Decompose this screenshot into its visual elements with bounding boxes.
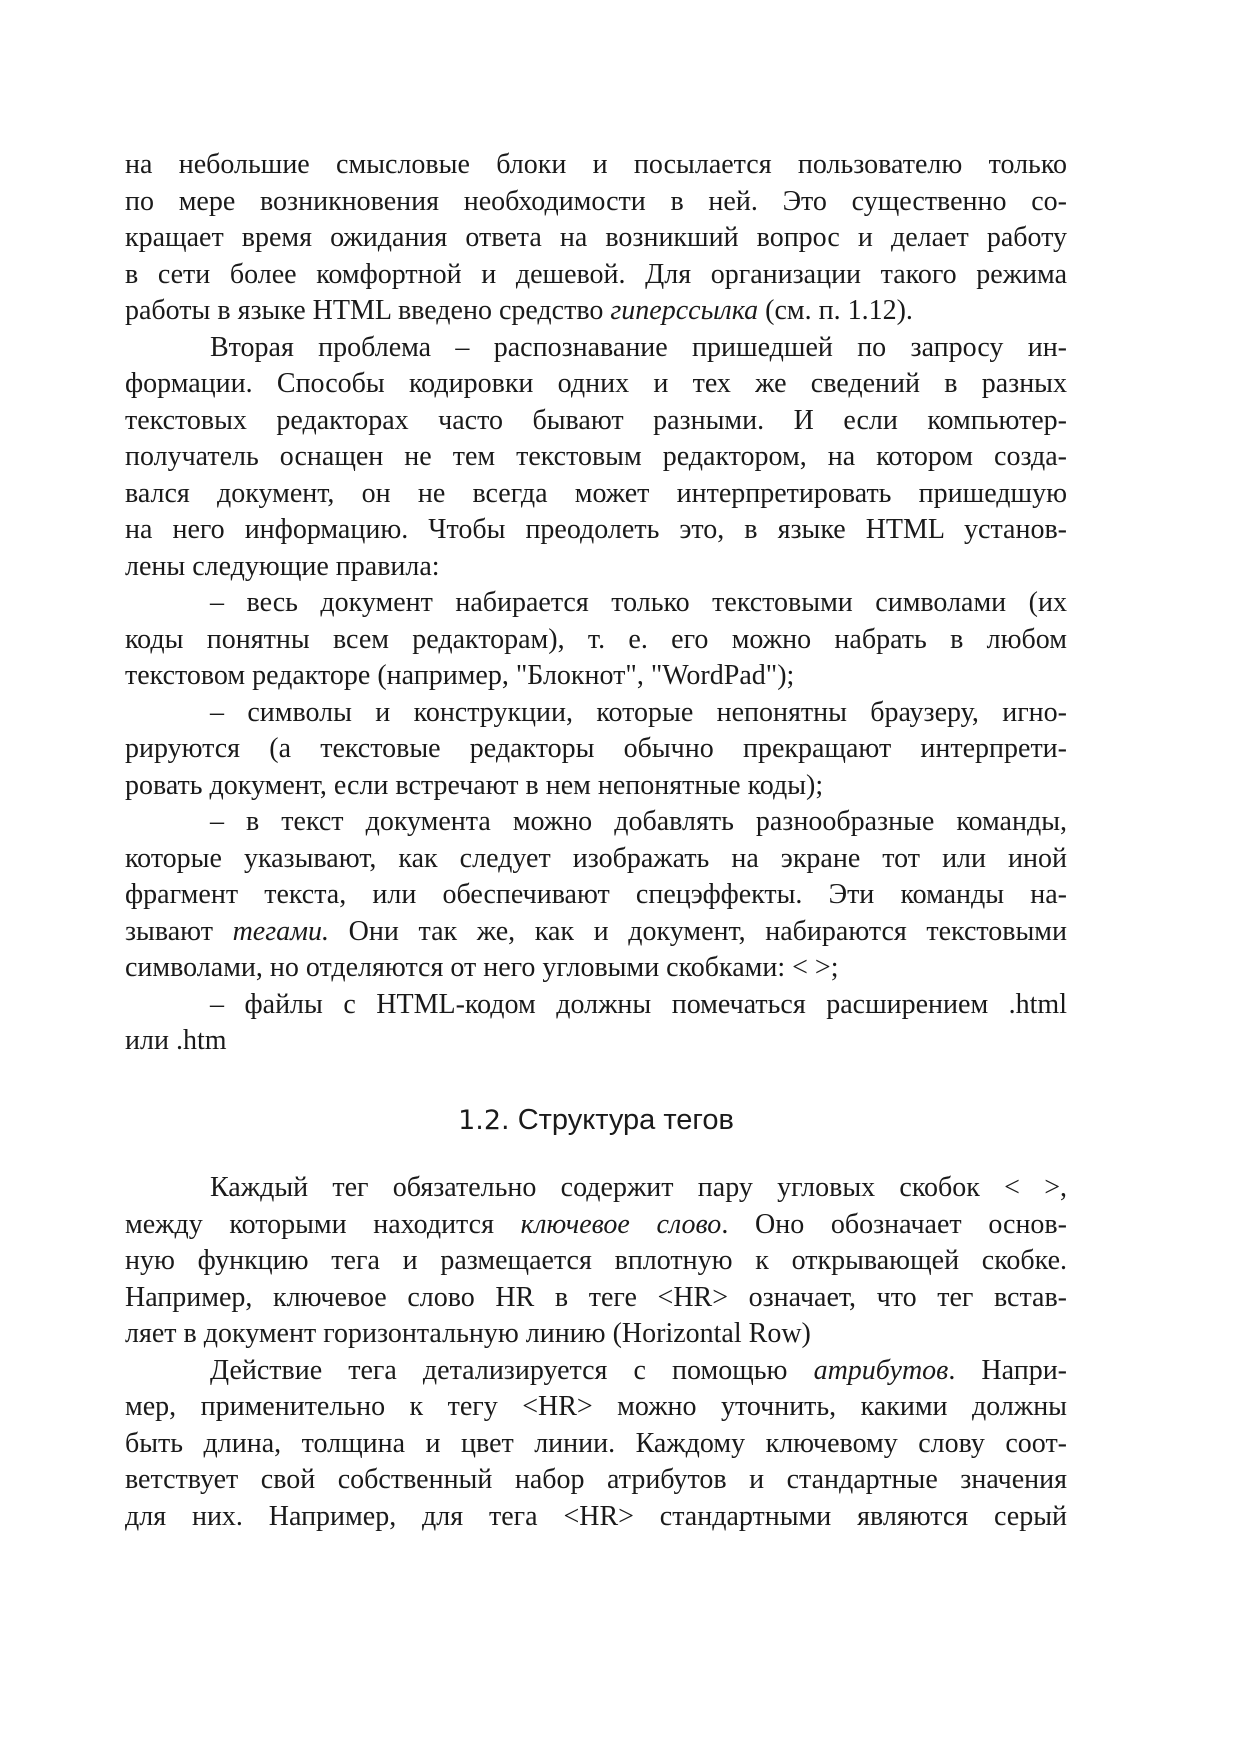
text-line: лены следующие правила:: [125, 550, 440, 582]
text-line: ную функцию тега и размещается вплотную к открывающей скобке.: [125, 1245, 1067, 1276]
section-number: 1.2.: [458, 1105, 510, 1136]
text-line: работы в языке HTML введено средство гиперссылка (см. п. 1.12).: [125, 295, 913, 326]
text-line: на небольшие смысловые блоки и посылается пользователю только: [125, 149, 1067, 180]
text-line: которые указывают, как следует изображать на экране тот или иной: [125, 842, 1067, 874]
text-line: коды понятны всем редакторам), т. е. его можно набрать в любом: [125, 623, 1067, 655]
term-attributes: атрибутов: [813, 1354, 949, 1386]
text-line: Например, ключевое слово HR в теге <HR> означает, что тег встав-: [125, 1281, 1067, 1313]
text-line: ляет в документ горизонтальную линию (Horizontal Row): [125, 1318, 811, 1349]
text-line: для них. Например, для тега <HR> стандартными являются серый: [125, 1500, 1067, 1532]
text-line: между которыми находится ключевое слово. Оно обозначает основ-: [125, 1208, 1067, 1240]
text-line: по мере возникновения необходимости в ней. Это существенно со-: [125, 185, 1067, 217]
text-line: на него информацию. Чтобы преодолеть это, в языке HTML установ-: [125, 514, 1067, 545]
text-line: или .htm: [125, 1025, 227, 1056]
text-line: Действие тега детализируется с помощью атрибутов. Напри-: [210, 1354, 1067, 1386]
text-line: зывают тегами. Они так же, как и документ, набираются текстовыми: [125, 915, 1067, 947]
text-line: Вторая проблема – распознавание пришедшей по запросу ин-: [210, 331, 1067, 363]
text-line: текстовых редакторах часто бывают разными. И если компьютер-: [125, 404, 1067, 436]
text-line: вался документ, он не всегда может интерпретировать пришедшую: [125, 477, 1067, 509]
body-text-block-2: [125, 1170, 1067, 1535]
text-line: формации. Способы кодировки одних и тех же сведений в разных: [125, 368, 1067, 399]
term-hyperlink: гиперссылка: [610, 295, 759, 326]
text-line: кращает время ожидания ответа на возникший вопрос и делает работу: [125, 222, 1067, 253]
list-item-line: – файлы с HTML-кодом должны помечаться расширением .html: [210, 988, 1067, 1020]
list-item-line: – в текст документа можно добавлять разнообразные команды,: [210, 806, 1067, 837]
term-tags: тегами.: [232, 915, 330, 947]
section-title: Структура тегов: [517, 1104, 734, 1136]
text-line: фрагмент текста, или обеспечивают спецэффекты. Эти команды на-: [125, 879, 1067, 910]
text-line: в сети более комфортной и дешевой. Для организации такого режима: [125, 258, 1067, 290]
body-text-block-1: [125, 147, 1067, 1060]
list-item-line: – весь документ набирается только текстовыми символами (их: [210, 587, 1067, 618]
text-line: рируются (а текстовые редакторы обычно прекращают интерпрети-: [125, 733, 1067, 764]
text-line: Каждый тег обязательно содержит пару угловых скобок < >,: [210, 1172, 1067, 1203]
term-keyword: ключевое слово: [520, 1208, 722, 1240]
section-heading: [125, 1100, 1067, 1140]
text-line: мер, применительно к тегу <HR> можно уточнить, какими должны: [125, 1391, 1067, 1422]
text-line: получатель оснащен не тем текстовым редактором, на котором созда-: [125, 441, 1067, 472]
text-line: ветствует свой собственный набор атрибутов и стандартные значения: [125, 1464, 1067, 1495]
text-line: быть длина, толщина и цвет линии. Каждому ключевому слову соот-: [125, 1427, 1067, 1459]
text-line: символами, но отделяются от него угловыми скобками: < >;: [125, 952, 839, 983]
list-item-line: – символы и конструкции, которые непонятны браузеру, игно-: [210, 696, 1067, 728]
text-line: текстовом редакторе (например, "Блокнот", "WordPad");: [125, 660, 795, 691]
text-line: ровать документ, если встречают в нем непонятные коды);: [125, 769, 824, 801]
